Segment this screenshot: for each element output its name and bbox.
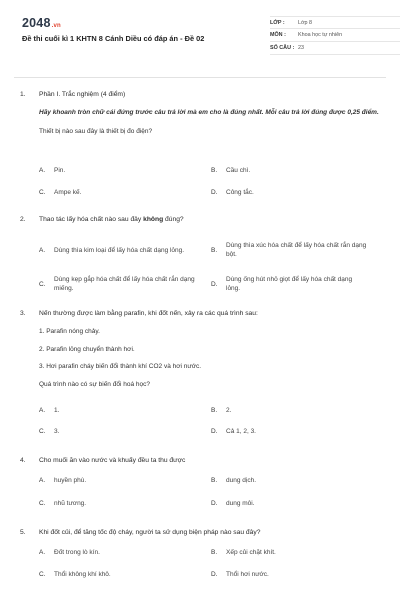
option-c[interactable] (39, 189, 211, 215)
option-text: Thổi không khí khô. (54, 571, 111, 578)
option-letter: A. (39, 407, 46, 414)
question-text-part: Thao tác lấy hóa chất nào sau đây (39, 216, 144, 223)
question-text-emphasis: không (143, 216, 164, 223)
option-text: nhũ tương. (54, 500, 87, 507)
question-1 (20, 90, 386, 165)
option-letter: B. (211, 549, 218, 556)
option-text: Thổi hơi nước. (226, 571, 269, 578)
site-logo[interactable] (22, 16, 61, 30)
question-text: Nến thường được làm bằng parafin, khi đốt nến, xảy ra các quá trình sau: (39, 310, 258, 317)
meta-key: SỐ CÂU : (270, 45, 295, 51)
option-letter: B. (211, 167, 218, 174)
option-a[interactable] (39, 477, 211, 500)
option-a[interactable] (39, 235, 211, 267)
options-grid-3 (39, 407, 386, 454)
question-3 (20, 309, 386, 407)
header (14, 0, 386, 70)
meta-key: MÔN : (270, 32, 286, 38)
option-text: 1. (54, 407, 60, 414)
option-letter: C. (39, 500, 46, 507)
question-number: 2. (20, 216, 26, 223)
option-text: dung dịch. (226, 477, 256, 484)
option-c[interactable] (39, 571, 211, 591)
option-a[interactable] (39, 549, 211, 571)
option-text: Dùng ống hút nhỏ giọt để lấy hóa chất dạng lỏng. (226, 276, 353, 292)
option-text: huyền phù. (54, 477, 87, 484)
process-step-3: 3. Hơi parafin cháy biến đổi thành khí CO2 và hơi nước. (39, 363, 202, 371)
option-text: Dùng thìa xúc hóa chất để lấy hóa chất rắn dạng bột. (226, 242, 367, 258)
option-letter: D. (211, 280, 218, 288)
meta-row-class (270, 16, 400, 29)
option-c[interactable] (39, 428, 211, 454)
option-letter: B. (211, 477, 218, 484)
option-d[interactable] (211, 500, 371, 526)
option-letter: A. (39, 246, 46, 254)
meta-value: 23 (298, 45, 304, 51)
option-b[interactable] (211, 407, 371, 428)
options-grid-5 (39, 549, 386, 591)
question-4 (20, 456, 386, 477)
instruction-text: Hãy khoanh tròn chữ cái đứng trước câu trả lời mà em cho là đúng nhất. Mỗi câu trả lời đúng được 0,25 điểm. (39, 109, 379, 116)
option-b[interactable] (211, 549, 371, 571)
option-letter: C. (39, 189, 46, 196)
question-number: 5. (20, 529, 26, 536)
option-letter: D. (211, 500, 218, 507)
option-d[interactable] (211, 189, 371, 215)
option-letter: D. (211, 428, 218, 435)
meta-key: LỚP : (270, 19, 285, 26)
question-text (39, 215, 386, 224)
options-grid-2 (39, 235, 386, 303)
question-header (20, 90, 386, 99)
option-letter: C. (39, 280, 46, 288)
question-header (20, 528, 386, 537)
option-text: Cầu chì. (226, 167, 251, 174)
option-d[interactable] (211, 428, 371, 454)
option-text: dung môi. (226, 500, 255, 507)
option-text: Dùng thìa kim loại để lấy hóa chất dạng lỏng. (54, 246, 185, 254)
option-b[interactable] (211, 235, 371, 267)
meta-row-subject (270, 29, 400, 42)
exam-title: Đề thi cuối kì 1 KHTN 8 Cánh Diều có đáp án - Đề 02 (22, 34, 205, 43)
meta-value: Khoa học tự nhiên (298, 32, 343, 38)
option-letter: D. (211, 189, 218, 196)
option-letter: A. (39, 167, 46, 174)
option-c[interactable] (39, 267, 211, 303)
meta-value: Lớp 8 (298, 19, 313, 26)
option-b[interactable] (211, 477, 371, 500)
option-letter: A. (39, 549, 46, 556)
logo-domain: .vn (51, 23, 61, 29)
question-5 (20, 528, 386, 549)
question-header (20, 215, 386, 224)
option-text: Ampe kế. (54, 189, 82, 196)
question-text: Cho muối ăn vào nước và khuấy đều ta thu được (39, 457, 186, 464)
option-letter: D. (211, 571, 218, 578)
section-title: Phần I. Trắc nghiệm (4 điểm) (39, 91, 126, 98)
option-text: Cả 1, 2, 3. (226, 428, 256, 435)
option-letter: B. (211, 246, 218, 254)
option-a[interactable] (39, 167, 211, 189)
exam-meta-table (270, 16, 400, 55)
options-grid-4 (39, 477, 386, 526)
option-text: 2. (226, 407, 232, 414)
option-letter: A. (39, 477, 46, 484)
option-text: Đốt trong lò kín. (54, 549, 100, 556)
options-grid-1 (39, 167, 386, 215)
option-letter: B. (211, 407, 218, 414)
question-header (20, 309, 386, 318)
option-c[interactable] (39, 500, 211, 526)
meta-row-count (270, 42, 400, 55)
option-text: Pin. (54, 167, 66, 174)
question-text: Khi đốt củi, để tăng tốc độ cháy, người ta sử dụng biện pháp nào sau đây? (39, 529, 261, 536)
option-d[interactable] (211, 267, 371, 303)
question-prompt: Thiết bị nào sau đây là thiết bị đo điện? (39, 127, 153, 135)
question-list (20, 90, 386, 591)
question-2 (20, 215, 386, 235)
process-step-2: 2. Parafin lỏng chuyển thành hơi. (39, 345, 135, 353)
process-step-1: 1. Parafin nóng chảy. (39, 328, 100, 335)
option-letter: C. (39, 571, 46, 578)
question-header (20, 456, 386, 465)
question-number: 1. (20, 91, 26, 98)
question-number: 3. (20, 310, 26, 317)
option-text: Công tắc. (226, 189, 254, 196)
question-text-part: đúng? (163, 216, 184, 223)
option-a[interactable] (39, 407, 211, 428)
option-text: Xếp củi chặt khít. (226, 549, 276, 556)
logo-text: 2048 (22, 16, 51, 30)
option-text: Dùng kẹp gắp hóa chất để lấy hóa chất rắn dạng miếng. (54, 276, 195, 292)
option-d[interactable] (211, 571, 371, 591)
option-b[interactable] (211, 167, 371, 189)
header-divider (14, 77, 386, 78)
question-prompt: Quá trình nào có sự biến đổi hoá học? (39, 380, 150, 388)
option-text: 3. (54, 428, 60, 435)
question-number: 4. (20, 457, 26, 464)
option-letter: C. (39, 428, 46, 435)
